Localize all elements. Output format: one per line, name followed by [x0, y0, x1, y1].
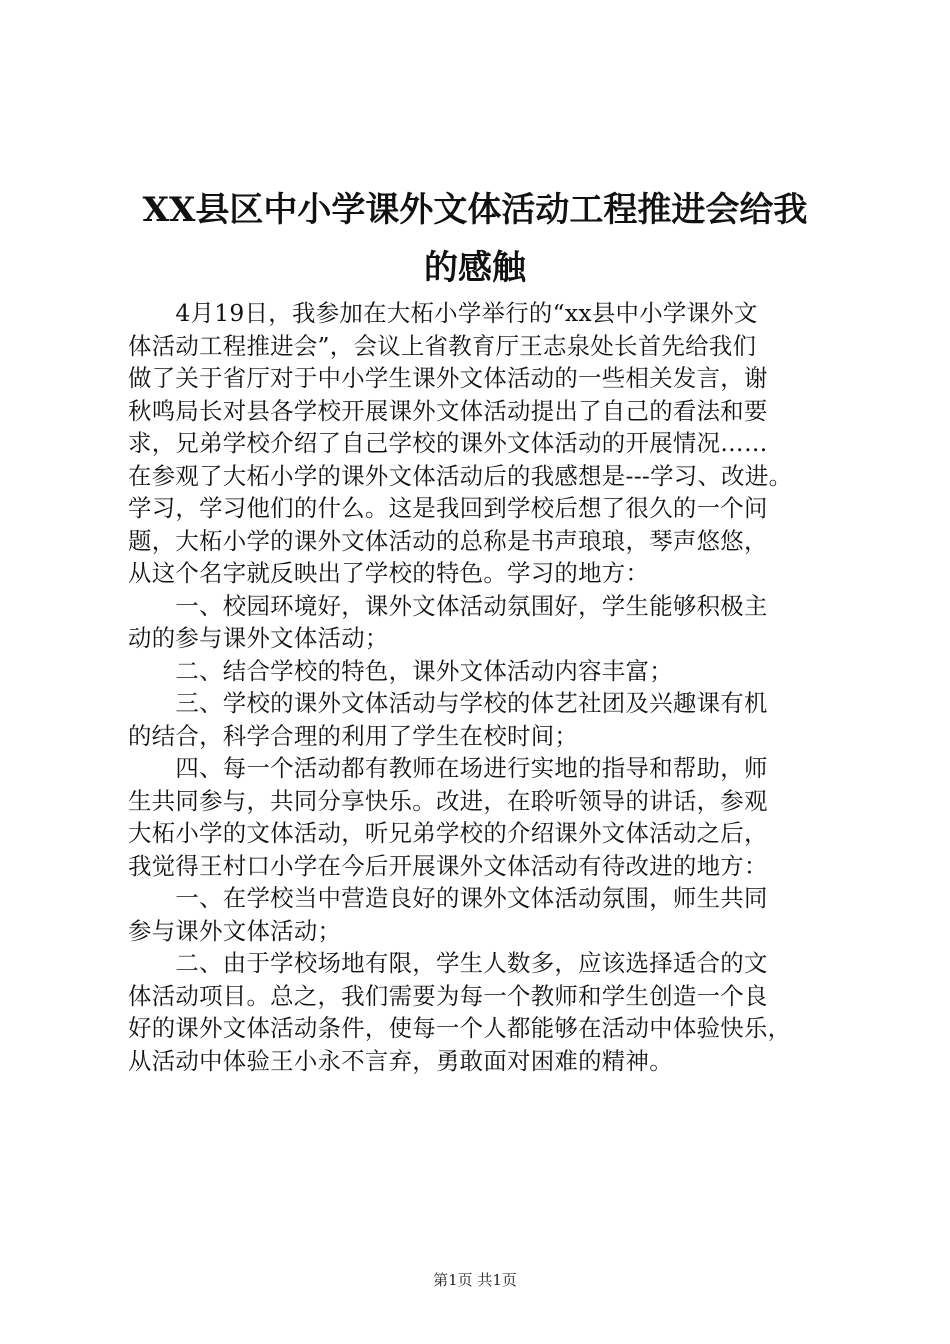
body-line: 二、结合学校的特色，课外文体活动内容丰富； — [128, 656, 673, 685]
body-line: 三、学校的课外文体活动与学校的体艺社团及兴趣课有机 — [128, 689, 768, 717]
body-line: 求，兄弟学校介绍了自己学校的课外文体活动的开展情况…… — [128, 429, 768, 457]
body-line: 动的参与课外文体活动； — [128, 624, 389, 652]
body-line: 秋鸣局长对县各学校开展课外文体活动提出了自己的看法和要 — [128, 396, 768, 425]
body-line: 二、由于学校场地有限，学生人数多，应该选择适合的文 — [128, 949, 768, 977]
body-line: 4月19日，我参加在大柘小学举行的“xx县中小学课外文 — [128, 299, 758, 327]
body-line: 题，大柘小学的课外文体活动的总称是书声琅琅，琴声悠悠， — [128, 526, 768, 555]
document-body — [128, 297, 840, 1077]
document-title-line2: 的感触 — [424, 248, 526, 288]
body-line: 在参观了大柘小学的课外文体活动后的我感想是---学习、改进。 — [128, 461, 793, 490]
body-line: 体活动工程推进会”，会议上省教育厅王志泉处长首先给我们 — [128, 331, 757, 360]
body-line: 体活动项目。总之，我们需要为每一个教师和学生创造一个良 — [128, 981, 768, 1010]
body-line: 好的课外文体活动条件，使每一个人都能够在活动中体验快乐， — [128, 1014, 792, 1042]
body-line: 从活动中体验王小永不言弃，勇敢面对困难的精神。 — [128, 1046, 673, 1075]
document-title-line1: XX县区中小学课外文体活动工程推进会给我 — [142, 190, 808, 230]
body-line: 做了关于省厅对于中小学生课外文体活动的一些相关发言，谢 — [128, 364, 768, 392]
body-line: 四、每一个活动都有教师在场进行实地的指导和帮助，师 — [128, 754, 768, 782]
body-line: 我觉得王村口小学在今后开展课外文体活动有待改进的地方： — [128, 851, 768, 880]
body-line: 生共同参与，共同分享快乐。改进，在聆听领导的讲话，参观 — [128, 786, 768, 815]
body-line: 大柘小学的文体活动，听兄弟学校的介绍课外文体活动之后， — [128, 819, 768, 847]
body-line: 参与课外文体活动； — [128, 916, 342, 945]
page-footer: 第1页 共1页 — [433, 1271, 517, 1289]
body-line: 从这个名字就反映出了学校的特色。学习的地方： — [128, 559, 650, 587]
body-line: 的结合，科学合理的利用了学生在校时间； — [128, 721, 579, 750]
body-line: 学习，学习他们的什么。这是我回到学校后想了很久的一个问 — [128, 494, 768, 522]
body-line: 一、校园环境好，课外文体活动氛围好，学生能够积极主 — [128, 591, 768, 620]
body-line: 一、在学校当中营造良好的课外文体活动氛围，师生共同 — [128, 884, 768, 912]
